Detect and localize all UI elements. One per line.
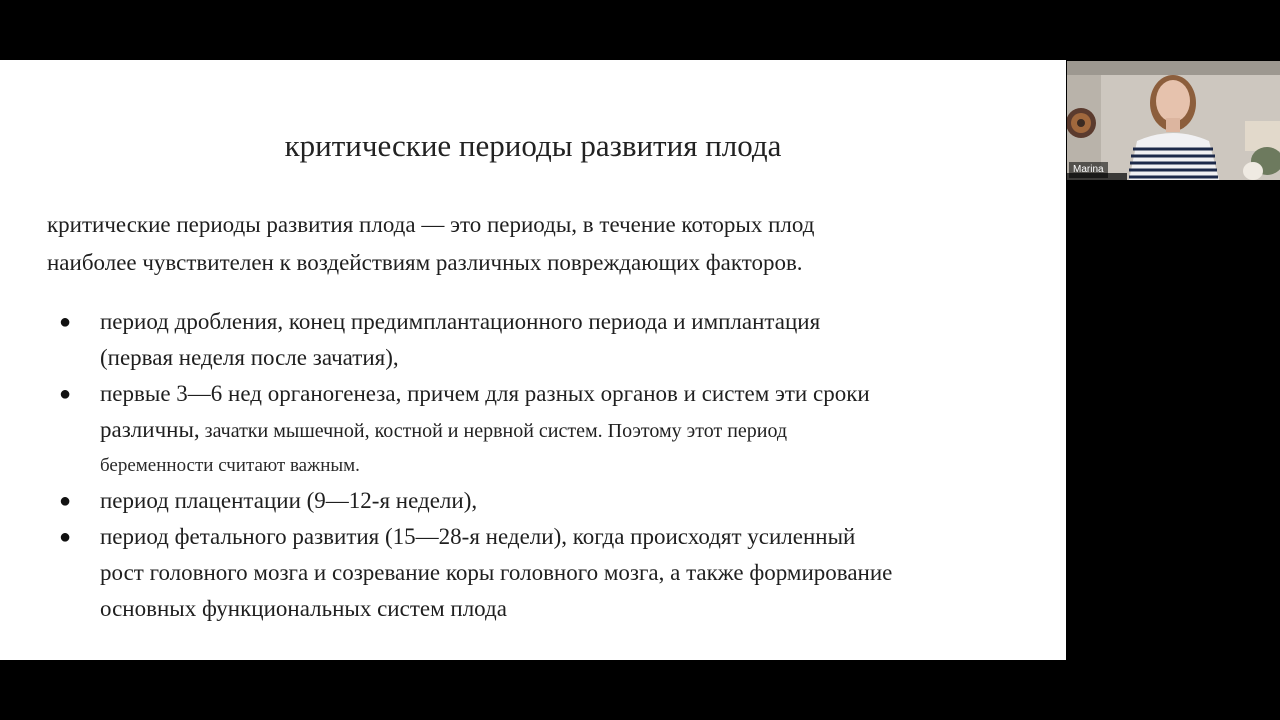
slide-title: критические периоды развития плода [284,128,782,163]
bullet-1-line-2: (первая неделя после зачатия), [100,345,399,370]
participant-video-tile[interactable] [1067,61,1280,180]
bullet-item-4 [0,519,1030,627]
bullet-list [0,304,1060,627]
slide-intro [47,206,1047,282]
bullet-1-line-1: период дробления, конец предимплантационного периода и имплантация [100,309,821,334]
bullet-4-line-1: период фетального развития (15—28-я недели), когда происходят усиленный [100,524,856,549]
intro-line-1: критические периоды развития плода — это периоды, в течение которых плод [47,212,815,237]
bullet-dot-icon: ● [59,383,72,405]
participant-name-label: Marina [1069,162,1108,178]
bullet-item-3 [0,483,1030,519]
bullet-4-line-2: рост головного мозга и созревание коры головного мозга, а также формирование [100,560,893,585]
bullet-dot-icon: ● [59,311,72,333]
bullet-2-line-3: беременности считают важным. [100,455,360,476]
intro-line-2: наиболее чувствителен к воздействиям различных повреждающих факторов. [47,250,803,275]
bullet-2-line-1: первые 3—6 нед органогенеза, причем для разных органов и систем эти сроки [100,381,870,406]
bullet-dot-icon: ● [59,490,72,512]
bullet-3-line-1: период плацентации (9—12-я недели), [100,488,478,513]
bullet-4-line-3: основных функциональных систем плода [100,596,507,621]
bullet-dot-icon: ● [59,526,72,548]
bullet-item-2 [0,376,1030,483]
bullet-2-line-2-small: зачатки мышечной, костной и нервной систем. Поэтому этот период [199,420,788,442]
bullet-item-1 [0,304,1030,376]
bullet-2-line-2-main: различны, [100,417,200,442]
shared-slide [0,60,1066,660]
bullet-2-line-2 [100,412,1030,449]
